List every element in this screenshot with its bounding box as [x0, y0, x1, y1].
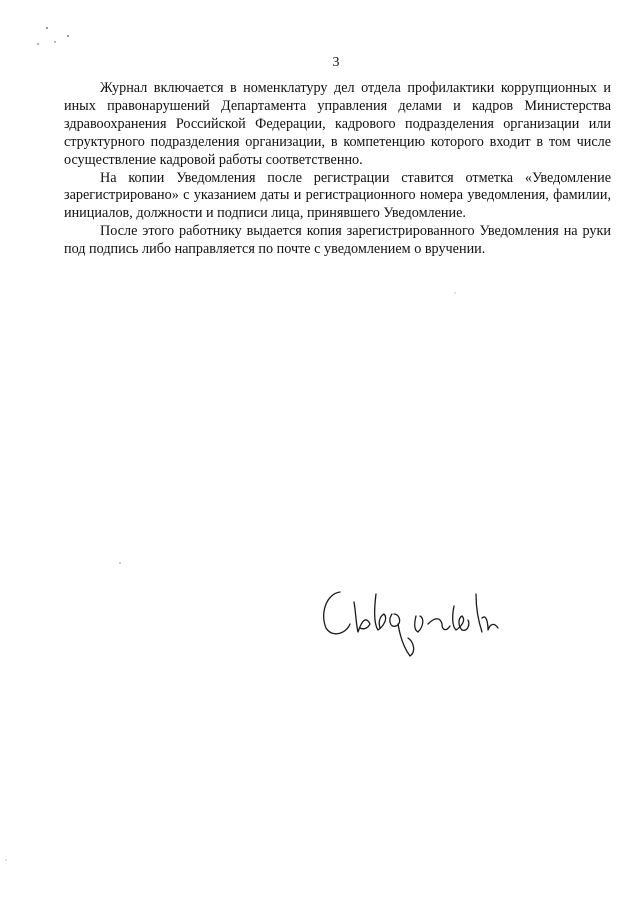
- paragraph-journal: Журнал включается в номенклатуру дел отдела профилактики коррупционных и иных правонарушений Департамента управления делами и кадров Министерства здравоохранения Российской Федерации, кадрового подразделения организации или структурного подразделения организации, в компетенцию которого входит в том числе осуществление кадровой работы соответственно.: [64, 80, 611, 168]
- page-number: 3: [332, 55, 340, 70]
- paragraph-copy-mark: На копии Уведомления после регистрации ставится отметка «Уведомление зарегистрировано» с указанием даты и регистрационного номера уведомления, фамилии, инициалов, должности и подписи лица, принявшего Уведомление.: [64, 169, 611, 222]
- handwritten-signature: [318, 580, 518, 670]
- paragraph-issue-copy: После этого работнику выдается копия зарегистрированного Уведомления на руки под подпись либо направляется по почте с уведомлением о вручении.: [64, 223, 611, 258]
- document-body: [64, 80, 611, 259]
